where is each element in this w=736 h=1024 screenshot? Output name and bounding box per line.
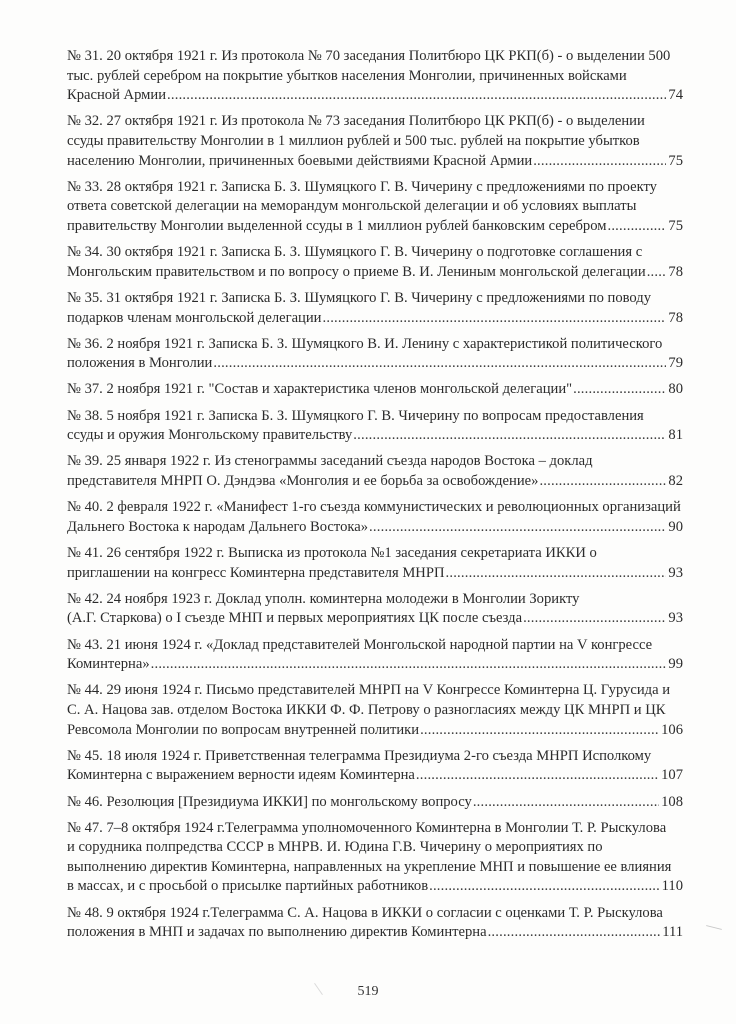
toc-entry bbox=[67, 178, 683, 237]
toc-entry-text: № 37. 2 ноября 1921 г. "Состав и характеристика членов монгольской делегации" bbox=[67, 381, 573, 398]
toc-entry-page: 106 bbox=[661, 721, 683, 738]
toc-entry bbox=[67, 904, 683, 943]
dot-leader bbox=[573, 380, 666, 400]
toc-entry-last-line bbox=[67, 354, 683, 374]
toc-entry-text: правительству Монголии выделенной ссуды в 1 миллион рублей банковским серебром bbox=[67, 217, 607, 234]
toc-entry-last-line bbox=[67, 518, 683, 538]
dot-leader bbox=[420, 721, 659, 741]
toc-entry-line: № 33. 28 октября 1921 г. Записка Б. З. Шумяцкого Г. В. Чичерину с предложениями по проекту bbox=[67, 178, 657, 195]
toc-entry-line: № 44. 29 июня 1924 г. Письмо представителей МНРП на V Конгрессе Коминтерна Ц. Гурусида и bbox=[67, 682, 671, 699]
toc-entry-line: № 36. 2 ноября 1921 г. Записка Б. З. Шумяцкого В. И. Ленину с характеристикой политического bbox=[67, 335, 663, 352]
toc-entry bbox=[67, 544, 683, 583]
toc-entry-page: 110 bbox=[661, 878, 683, 895]
toc-entry-text: подарков членам монгольской делегации bbox=[67, 309, 322, 326]
scan-artifact bbox=[706, 925, 722, 930]
dot-leader bbox=[369, 518, 666, 538]
dot-leader bbox=[446, 564, 667, 584]
toc-entry bbox=[67, 289, 683, 328]
toc-entry-line: выполнению директив Коминтерна, направленных на укрепление МНП и повышение ее влияния bbox=[67, 858, 672, 875]
table-of-contents bbox=[67, 47, 683, 949]
dot-leader bbox=[323, 309, 667, 329]
toc-entry-page: 82 bbox=[668, 473, 683, 490]
toc-entry bbox=[67, 681, 683, 740]
toc-entry bbox=[67, 793, 683, 813]
toc-entry bbox=[67, 590, 683, 629]
toc-entry-last-line bbox=[67, 655, 683, 675]
toc-entry-page: 93 bbox=[668, 610, 683, 627]
dot-leader bbox=[488, 923, 661, 943]
toc-entry-page: 107 bbox=[661, 767, 683, 784]
toc-entry-text: Монгольским правительством и по вопросу о приеме В. И. Лениным монгольской делегации bbox=[67, 263, 646, 280]
toc-entry-text: ссуды и оружия Монгольскому правительству bbox=[67, 427, 353, 444]
dot-leader bbox=[473, 793, 659, 813]
toc-entry-line: № 43. 21 июня 1924 г. «Доклад представителей Монгольской народной партии на V конгрессе bbox=[67, 636, 653, 653]
toc-entry-page: 111 bbox=[662, 924, 683, 941]
toc-entry-line: № 39. 25 января 1922 г. Из стенограммы заседаний съезда народов Востока – доклад bbox=[67, 453, 593, 470]
toc-entry-last-line bbox=[67, 380, 683, 400]
toc-entry-last-line bbox=[67, 609, 683, 629]
toc-entry-line: № 31. 20 октября 1921 г. Из протокола № 70 заседания Политбюро ЦК РКП(б) - о выделении 500 bbox=[67, 48, 671, 64]
toc-entry-line: С. А. Нацова зав. отделом Востока ИККИ Ф. Ф. Петрову о разногласиях между ЦК МНРП и ЦК bbox=[67, 701, 666, 718]
toc-entry-last-line bbox=[67, 766, 683, 786]
toc-entry-page: 74 bbox=[668, 87, 683, 104]
toc-entry-page: 78 bbox=[668, 263, 683, 280]
dot-leader bbox=[151, 655, 667, 675]
toc-entry-text: положения в МНП и задачах по выполнению директив Коминтерна bbox=[67, 924, 487, 941]
toc-entry-line: и сорудника полпредства СССР в МНРВ. И. Юдина Г.В. Чичерину о мероприятиях по bbox=[67, 839, 603, 856]
toc-entry-text: Коминтерна с выражением верности идеям Коминтерна bbox=[67, 767, 415, 784]
toc-entry-line: № 47. 7–8 октября 1924 г.Телеграмма уполномоченного Коминтерна в Монголии Т. Р. Рыскулова bbox=[67, 819, 667, 836]
toc-entry bbox=[67, 747, 683, 786]
page-number: 519 bbox=[357, 984, 379, 999]
toc-entry bbox=[67, 47, 683, 106]
toc-entry-last-line bbox=[67, 877, 683, 897]
toc-entry bbox=[67, 112, 683, 171]
toc-entry-page: 79 bbox=[668, 355, 683, 372]
dot-leader bbox=[533, 152, 666, 172]
toc-entry bbox=[67, 452, 683, 491]
toc-entry-last-line bbox=[67, 217, 683, 237]
toc-entry-line: № 41. 26 сентября 1922 г. Выписка из протокола №1 заседания секретариата ИККИ о bbox=[67, 545, 597, 561]
toc-entry bbox=[67, 380, 683, 400]
toc-entry-last-line bbox=[67, 923, 683, 943]
toc-entry-page: 108 bbox=[661, 793, 683, 810]
toc-entry-line: № 35. 31 октября 1921 г. Записка Б. З. Шумяцкого Г. В. Чичерину с предложениями по поводу bbox=[67, 289, 652, 306]
toc-entry-last-line bbox=[67, 564, 683, 584]
toc-entry bbox=[67, 407, 683, 446]
dot-leader bbox=[539, 472, 666, 492]
toc-entry-text: приглашении на конгресс Коминтерна представителя МНРП bbox=[67, 564, 445, 581]
toc-entry-page: 81 bbox=[668, 427, 683, 444]
dot-leader bbox=[647, 263, 667, 283]
toc-entry-last-line bbox=[67, 721, 683, 741]
toc-entry-text: Красной Армии bbox=[67, 87, 167, 104]
toc-entry-page: 78 bbox=[668, 309, 683, 326]
toc-entry-last-line bbox=[67, 263, 683, 283]
toc-entry-text: населению Монголии, причиненных боевыми действиями Красной Армии bbox=[67, 152, 533, 169]
toc-entry-last-line bbox=[67, 86, 683, 106]
toc-entry-text: положения в Монголии bbox=[67, 355, 213, 372]
toc-entry-line: № 32. 27 октября 1921 г. Из протокола № 73 заседания Политбюро ЦК РКП(б) - о выделении bbox=[67, 113, 645, 130]
toc-entry-last-line bbox=[67, 472, 683, 492]
toc-entry-last-line bbox=[67, 309, 683, 329]
dot-leader bbox=[523, 609, 666, 629]
toc-entry-page: 90 bbox=[668, 518, 683, 535]
toc-entry-line: № 42. 24 ноября 1923 г. Доклад уполн. коминтерна молодежи в Монголии Зорикту bbox=[67, 590, 580, 607]
toc-entry-page: 99 bbox=[668, 656, 683, 673]
dot-leader bbox=[167, 86, 666, 106]
toc-entry-last-line bbox=[67, 426, 683, 446]
toc-entry-line: № 48. 9 октября 1924 г.Телеграмма С. А. Нацова в ИККИ о согласии с оценками Т. Р. Рыскулова bbox=[67, 904, 663, 921]
toc-entry-last-line bbox=[67, 152, 683, 172]
toc-entry-page: 75 bbox=[668, 152, 683, 169]
toc-entry-page: 75 bbox=[668, 217, 683, 234]
toc-entry bbox=[67, 335, 683, 374]
dot-leader bbox=[429, 877, 660, 897]
toc-entry-page: 93 bbox=[668, 564, 683, 581]
dot-leader bbox=[416, 766, 659, 786]
toc-entry-last-line bbox=[67, 793, 683, 813]
toc-entry-text: в массах, и с просьбой о присылке партийных работников bbox=[67, 878, 429, 895]
toc-entry bbox=[67, 636, 683, 675]
toc-entry-text: № 46. Резолюция [Президиума ИККИ] по монгольскому вопросу bbox=[67, 793, 472, 810]
toc-entry-line: № 38. 5 ноября 1921 г. Записка Б. З. Шумяцкого Г. В. Чичерину по вопросам предоставления bbox=[67, 407, 644, 424]
toc-entry bbox=[67, 819, 683, 897]
toc-entry-text: представителя МНРП О. Дэндэва «Монголия и ее борьба за освобождение» bbox=[67, 473, 539, 490]
toc-entry-line: тыс. рублей серебром на покрытие убытков населения Монголии, причиненных войсками bbox=[67, 67, 627, 84]
toc-entry-line: № 40. 2 февраля 1922 г. «Манифест 1-го съезда коммунистических и революционных организаций bbox=[67, 499, 681, 516]
toc-entry-text: Коминтерна» bbox=[67, 656, 150, 673]
toc-entry-text: (А.Г. Старкова) о I съезде МНП и первых мероприятиях ЦК после съезда bbox=[67, 610, 523, 627]
dot-leader bbox=[607, 217, 666, 237]
dot-leader bbox=[213, 354, 666, 374]
toc-entry-line: ссуды правительству Монголии в 1 миллион рублей и 500 тыс. рублей на покрытие убытков bbox=[67, 132, 640, 149]
dot-leader bbox=[353, 426, 666, 446]
toc-entry-line: № 34. 30 октября 1921 г. Записка Б. З. Шумяцкого Г. В. Чичерину о подготовке соглашения с bbox=[67, 244, 643, 261]
toc-entry-line: № 45. 18 июля 1924 г. Приветственная телеграмма Президиума 2-го съезда МНРП Исполкому bbox=[67, 747, 652, 764]
toc-entry bbox=[67, 243, 683, 282]
toc-entry bbox=[67, 498, 683, 537]
toc-entry-text: Ревсомола Монголии по вопросам внутренней политики bbox=[67, 721, 420, 738]
toc-entry-line: ответа советской делегации на меморандум монгольской делегации и об условиях выплаты bbox=[67, 198, 637, 215]
toc-entry-text: Дальнего Востока к народам Дальнего Востока» bbox=[67, 518, 369, 535]
toc-entry-page: 80 bbox=[668, 381, 683, 398]
